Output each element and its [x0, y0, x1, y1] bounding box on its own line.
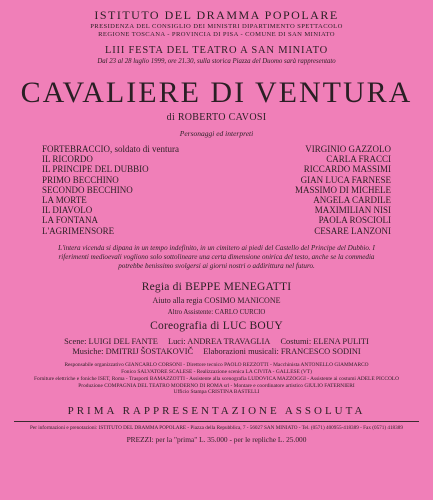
actor: RICCARDO MASSIMI — [303, 164, 391, 175]
technical-line: Ufficio Stampa CRISTINA BASTELLI — [173, 389, 260, 396]
actor: CARLA FRACCI — [326, 154, 391, 165]
premiere-banner: PRIMA RAPPRESENTAZIONE ASSOLUTA — [67, 405, 366, 418]
institute-name: ISTITUTO DEL DRAMMA POPOLARE — [94, 8, 339, 22]
role: IL RICORDO — [42, 154, 93, 165]
role: L'AGRIMENSORE — [42, 225, 115, 236]
presidency-line: PRESIDENZA DEL CONSIGLIO DEI MINISTRI DIPARTIMENTO SPETTACOLO — [90, 23, 343, 30]
music-credit: Musiche: DMITRIJ ŠOSTAKOVIČ — [72, 347, 194, 357]
actor: CESARE LANZONI — [314, 225, 391, 236]
synopsis: L'intera vicenda si dipana in un tempo indefinito, in un cimitero ai piedi del Castello del Principe del Dubbio. I riferimenti medioevali vogliono solo sottolineare una certa dimensione onirica del testo, anche se la commedia potrebbe benissimo svolgersi ai giorni nostri o addirittura nel futuro. — [58, 243, 375, 271]
play-author: di ROBERTO CAVOSI — [166, 112, 267, 123]
role: FORTEBRACCIO, soldato di ventura — [42, 144, 179, 154]
technical-line: Produzione COMPAGNIA DEL TEATRO MODERNO DI ROMA srl - Montare e coordinatore artistico GIULIO FATERNIERI — [78, 382, 355, 389]
actor: VIRGINIO GAZZOLO — [305, 144, 391, 154]
assistant-director-credit: Aiuto alla regia COSIMO MANICONE — [152, 296, 281, 306]
divider — [14, 421, 419, 422]
play-title: CAVALIERE DI VENTURA — [20, 76, 413, 109]
actor: PAOLA ROSCIOLI — [318, 215, 391, 226]
scene-credit: Scene: LUIGI DEL FANTE — [64, 337, 158, 347]
actor: GIAN LUCA FARNESE — [300, 174, 391, 185]
technical-line: Forniture elettriche e foniche ISET, Roma - Trasporti BAMAZZOTTI - Assistente alla scenografia LUDOVICA MAZZOGGI - Assistente ai costumi ADELE PICCOLO — [33, 375, 400, 382]
choreography-credit: Coreografia di LUC BOUY — [150, 320, 283, 333]
lights-credit: Luci: ANDREA TRAVAGLIA — [167, 337, 271, 347]
role: SECONDO BECCHINO — [42, 184, 133, 195]
actor: MAXIMILIAN NISI — [314, 205, 391, 216]
director-credit: Regia di BEPPE MENEGATTI — [141, 281, 292, 294]
role: IL PRINCIPE DEL DUBBIO — [42, 164, 149, 175]
role: IL DIAVOLO — [42, 205, 93, 216]
actor: MASSIMO DI MICHELE — [294, 184, 391, 195]
actor: ANGELA CARDILE — [313, 195, 391, 206]
festival-dates: Dal 23 al 28 luglio 1999, ore 21.30, sulla storica Piazza del Duomo sarà rappresentato — [97, 58, 336, 65]
festival-name: LIII FESTA DEL TEATRO A SAN MINIATO — [105, 45, 328, 56]
cast-list — [42, 144, 391, 236]
other-assistant-credit: Altro Assistente: CARLO CURCIO — [167, 309, 266, 317]
prices: PREZZI: per la "prima" L. 35.000 - per le repliche L. 25.000 — [126, 435, 307, 445]
actors-column — [295, 144, 391, 236]
crew-credits — [14, 337, 419, 357]
costumes-credit: Costumi: ELENA PULITI — [280, 337, 369, 347]
roles-column — [42, 144, 179, 236]
personaggi-heading: Personaggi ed interpreti — [179, 129, 254, 138]
role: LA FONTANA — [42, 215, 99, 226]
regions-line: REGIONE TOSCANA - PROVINCIA DI PISA - COMUNE DI SAN MINIATO — [98, 31, 335, 38]
music-arrangement-credit: Elaborazioni musicali: FRANCESCO SODINI — [203, 347, 361, 357]
booking-info: Per informazioni e prenotazioni: ISTITUTO DEL DRAMMA POPOLARE - Piazza della Repubblica, 7 - 56027 SAN MINIATO - Tel. (0571) 400955-418389 - Fax (0571) 418389 — [30, 425, 403, 432]
technical-line: Responsabile organizzativo GIANCARLO CORSONI - Direttore tecnico PAOLO REZZOTTI - Macchinista ANTONELLO GIAMMARCO — [64, 362, 369, 369]
technical-line: Fonico SALVATORE SCALESE - Realizzazione scenica LA CIVITA - GALLESE (VT) — [121, 368, 312, 375]
technical-credits — [14, 362, 419, 396]
role: LA MORTE — [42, 195, 87, 206]
role: PRIMO BECCHINO — [42, 174, 119, 185]
